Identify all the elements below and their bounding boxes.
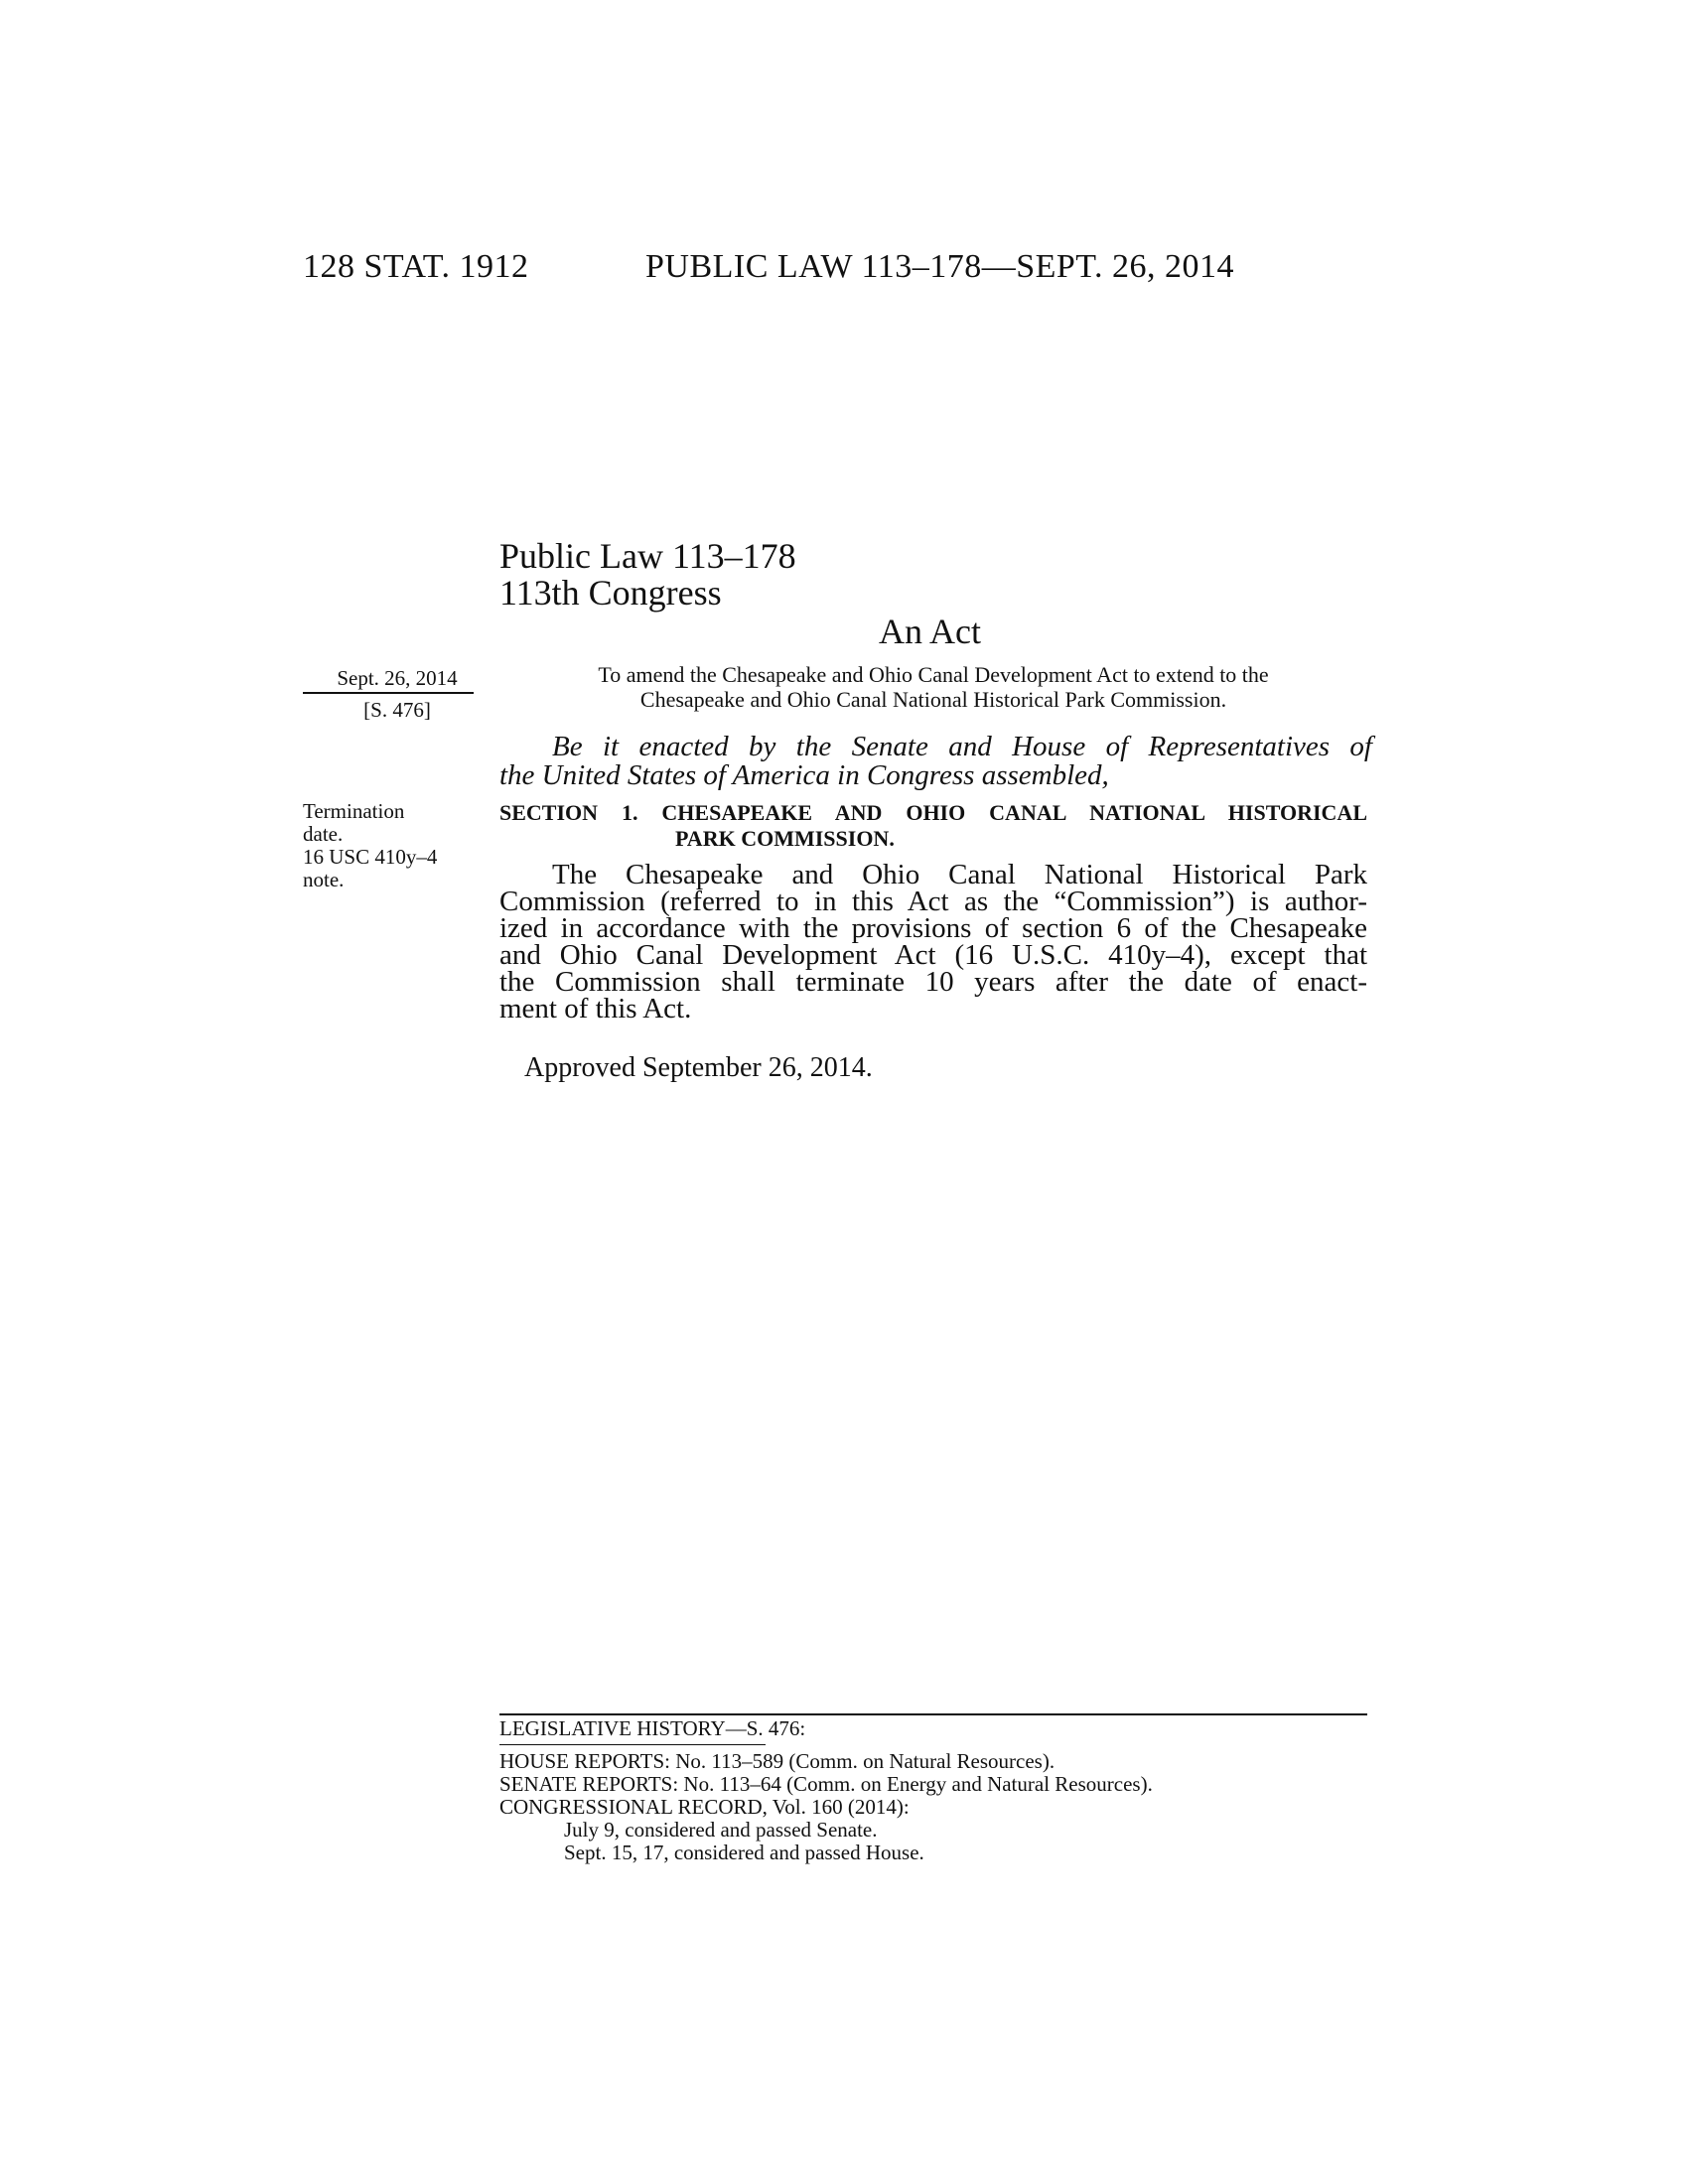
side-note-line: note. [303, 868, 345, 891]
section-body-line: ized in accordance with the provisions of section 6 of the Chesapeake [499, 912, 1367, 944]
legislative-history-underline [499, 1744, 766, 1745]
side-note-line: Termination [303, 799, 405, 823]
act-title: An Act [879, 612, 981, 651]
public-law-number: Public Law 113–178 [499, 536, 796, 576]
margin-divider [303, 692, 474, 694]
legislative-history-line: CONGRESSIONAL RECORD, Vol. 160 (2014): [499, 1795, 910, 1819]
enacting-clause-line: Be it enacted by the Senate and House of Representatives of [552, 731, 1372, 762]
section-body-line: The Chesapeake and Ohio Canal National Historical Park [552, 859, 1367, 890]
legislative-history-line: Sept. 15, 17, considered and passed House. [564, 1841, 924, 1864]
section-heading: SECTION 1. CHESAPEAKE AND OHIO CANAL NATIONAL HISTORICAL [499, 800, 1367, 825]
section-body-line: Commission (referred to in this Act as the “Commission”) is author- [499, 886, 1367, 917]
purpose-line: Chesapeake and Ohio Canal National Historical Park Commission. [639, 687, 1227, 712]
section-body-line: ment of this Act. [499, 993, 692, 1024]
enacting-clause-line: the United States of America in Congress assembled, [499, 759, 1109, 791]
section-heading-continued: PARK COMMISSION. [675, 826, 895, 851]
footnote-divider [499, 1713, 1367, 1715]
stat-page-number: 128 STAT. 1912 [303, 248, 529, 285]
legislative-history-line: SENATE REPORTS: No. 113–64 (Comm. on Energy and Natural Resources). [499, 1772, 1153, 1796]
legislative-history-title: LEGISLATIVE HISTORY—S. 476: [499, 1716, 806, 1740]
running-head-title: PUBLIC LAW 113–178—SEPT. 26, 2014 [645, 248, 1235, 285]
side-note-line: date. [303, 822, 344, 846]
congress-number: 113th Congress [499, 573, 722, 613]
approval-date: Approved September 26, 2014. [524, 1052, 873, 1083]
legislative-history-line: HOUSE REPORTS: No. 113–589 (Comm. on Natural Resources). [499, 1749, 1055, 1773]
section-body-line: and Ohio Canal Development Act (16 U.S.C. 410y–4), except that [499, 939, 1367, 971]
legislative-history-line: July 9, considered and passed Senate. [564, 1818, 878, 1842]
side-note-line: 16 USC 410y–4 [303, 845, 438, 869]
bill-number: [S. 476] [363, 698, 431, 722]
purpose-line: To amend the Chesapeake and Ohio Canal Development Act to extend to the [598, 662, 1269, 687]
section-body-line: the Commission shall terminate 10 years after the date of enact- [499, 966, 1367, 998]
margin-date: Sept. 26, 2014 [337, 666, 458, 690]
